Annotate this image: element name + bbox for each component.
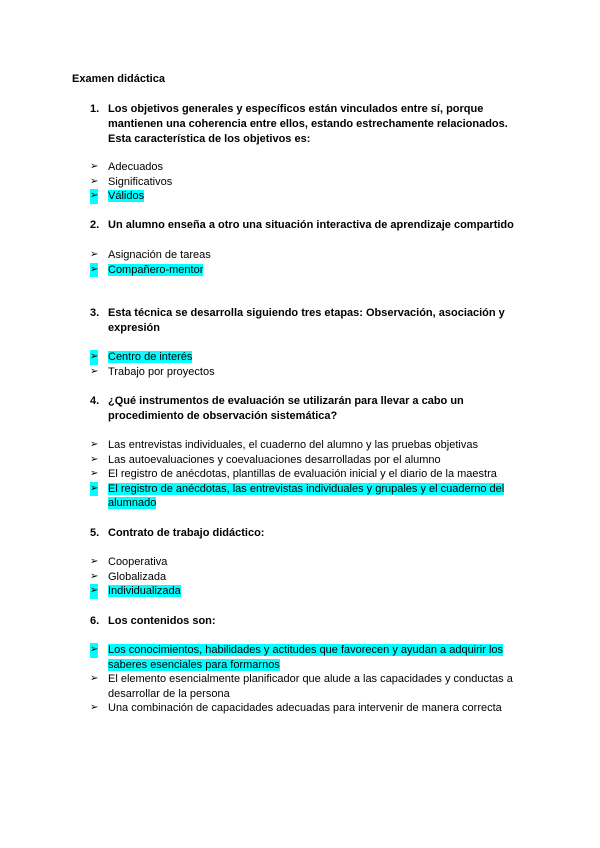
option-item <box>90 672 520 701</box>
option-item <box>90 467 520 482</box>
option-text: El registro de anécdotas, las entrevistas individuales y grupales y el cuaderno del alumnado <box>108 482 505 509</box>
option-item <box>90 453 520 468</box>
question-1 <box>90 102 530 147</box>
arrow-bullet-icon: ➢ <box>90 189 98 204</box>
arrow-bullet-icon: ➢ <box>90 453 99 465</box>
options-list-1 <box>90 160 520 204</box>
arrow-bullet-icon: ➢ <box>90 482 98 497</box>
options-list-6 <box>90 643 520 716</box>
arrow-bullet-icon: ➢ <box>90 570 99 582</box>
arrow-bullet-icon: ➢ <box>90 263 98 278</box>
question-number: 2. <box>90 219 100 231</box>
arrow-bullet-icon: ➢ <box>90 556 99 567</box>
option-item <box>90 570 520 585</box>
question-5 <box>90 526 530 541</box>
question-number: 3. <box>90 307 100 319</box>
option-text: Globalizada <box>108 570 167 583</box>
option-text: Cooperativa <box>108 556 168 568</box>
option-text: Centro de interés <box>108 351 193 363</box>
option-text: Los conocimientos, habilidades y actitudes que favorecen y ayudan a adquirir los saberes esenciales para formarnos <box>108 644 504 671</box>
option-item <box>90 263 520 278</box>
option-text: El registro de anécdotas, plantillas de evaluación inicial y el diario de la maestra <box>108 468 497 480</box>
option-item <box>90 365 520 380</box>
option-item <box>90 701 520 716</box>
option-text: Las entrevistas individuales, el cuaderno del alumno y las pruebas objetivas <box>108 439 478 451</box>
arrow-bullet-icon: ➢ <box>90 673 99 684</box>
arrow-bullet-icon: ➢ <box>90 439 99 450</box>
arrow-bullet-icon: ➢ <box>90 175 99 187</box>
arrow-bullet-icon: ➢ <box>90 249 99 260</box>
arrow-bullet-icon: ➢ <box>90 468 99 479</box>
option-item <box>90 643 520 672</box>
arrow-bullet-icon: ➢ <box>90 584 98 599</box>
option-text: Significativos <box>108 175 173 188</box>
question-number: 1. <box>90 103 100 115</box>
options-list-3 <box>90 350 520 379</box>
option-text: Las autoevaluaciones y coevaluaciones desarrolladas por el alumno <box>108 453 441 466</box>
question-text: Contrato de trabajo didáctico: <box>108 527 265 539</box>
option-text: Adecuados <box>108 161 164 173</box>
option-item <box>90 482 520 511</box>
question-6 <box>90 614 530 629</box>
options-list-4 <box>90 438 520 511</box>
option-item <box>90 160 520 175</box>
question-text: Un alumno enseña a otro una situación interactiva de aprendizaje compartido <box>108 219 514 231</box>
option-text: Una combinación de capacidades adecuadas para intervenir de manera correcta <box>108 702 502 714</box>
option-text: Individualizada <box>108 585 181 597</box>
options-list-5 <box>90 555 520 599</box>
option-item <box>90 555 520 570</box>
option-text: El elemento esencialmente planificador que alude a las capacidades y conductas a desarrollar de la persona <box>108 673 513 700</box>
option-item <box>90 438 520 453</box>
arrow-bullet-icon: ➢ <box>90 643 98 658</box>
arrow-bullet-icon: ➢ <box>90 702 99 713</box>
document-title: Examen didáctica <box>72 73 165 85</box>
question-number: 4. <box>90 395 100 407</box>
option-item <box>90 584 520 599</box>
question-4 <box>90 394 530 424</box>
option-item <box>90 350 520 365</box>
question-2 <box>90 218 530 233</box>
question-text: Los contenidos son: <box>108 615 216 627</box>
question-number: 6. <box>90 615 100 627</box>
option-item <box>90 189 520 204</box>
option-text: Trabajo por proyectos <box>108 365 215 378</box>
question-text: Esta técnica se desarrolla siguiendo tres etapas: Observación, asociación y expresión <box>108 307 505 334</box>
option-text: Asignación de tareas <box>108 249 211 261</box>
question-text: ¿Qué instrumentos de evaluación se utilizarán para llevar a cabo un procedimiento de observación sistemática? <box>108 395 464 422</box>
question-number: 5. <box>90 527 100 539</box>
question-3 <box>90 306 530 336</box>
option-text: Válidos <box>108 190 145 202</box>
arrow-bullet-icon: ➢ <box>90 161 99 172</box>
question-text: Los objetivos generales y específicos están vinculados entre sí, porque mantienen una coherencia entre ellos, estando estrechamente relacionados. Esta característica de los objetivos es: <box>108 103 508 145</box>
arrow-bullet-icon: ➢ <box>90 350 98 365</box>
option-item <box>90 248 520 263</box>
arrow-bullet-icon: ➢ <box>90 365 99 377</box>
option-item <box>90 175 520 190</box>
option-text: Compañero-mentor <box>108 263 204 276</box>
options-list-2 <box>90 248 520 277</box>
